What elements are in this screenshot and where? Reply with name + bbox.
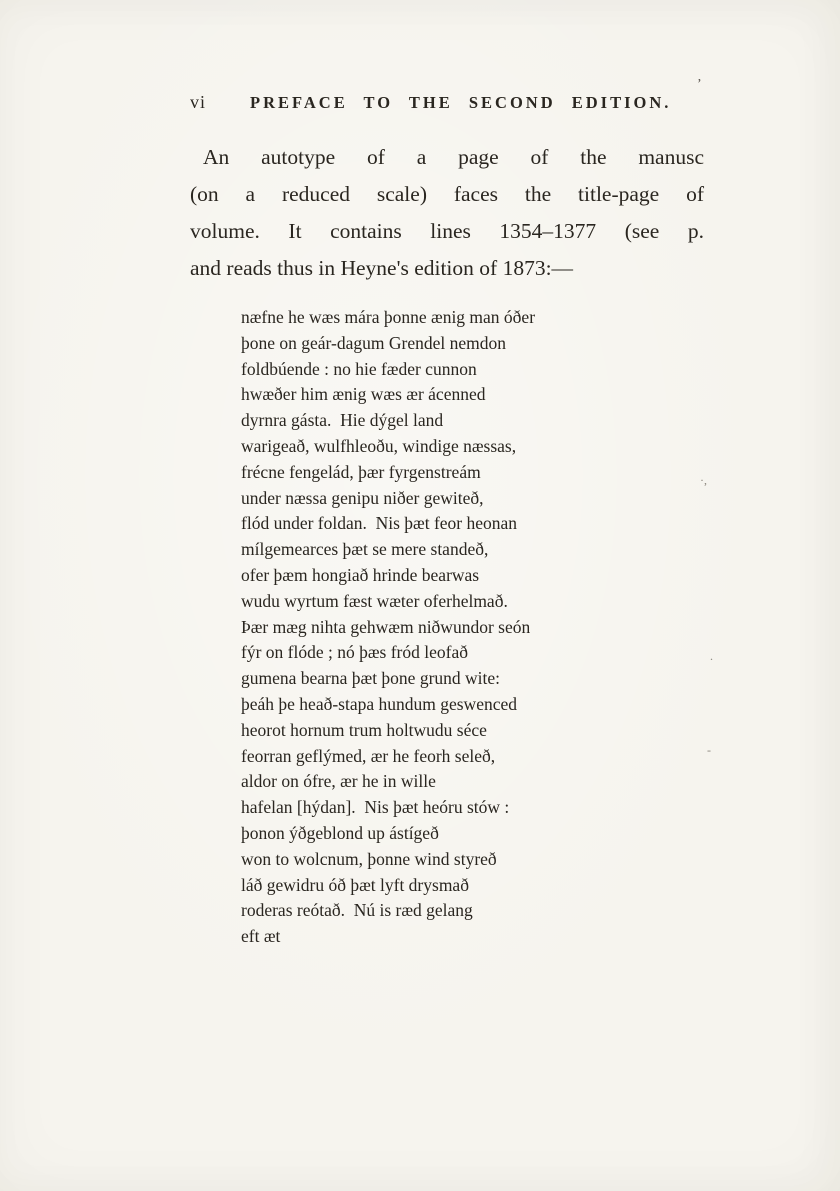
verse-line: hafelan [hýdan]. Nis þæt heóru stów : (241, 797, 510, 818)
scan-artifact: ’ (697, 77, 702, 92)
verse-line: warigeað, wulfhleoðu, windige næssas, (241, 435, 517, 456)
verse-line: flód under foldan. Nis þæt feor heonan (241, 513, 518, 534)
verse-line: hwæðer him ænig wæs ær ácenned (241, 384, 486, 405)
verse-line: wudu wyrtum fæst wæter oferhelmað. (241, 590, 508, 611)
verse-line: aldor on ófre, ær he in wille (241, 771, 436, 792)
scan-artifact: . (710, 649, 713, 663)
verse-block (241, 305, 535, 950)
scan-artifact: - (707, 743, 711, 757)
verse-line: frécne fengelád, þær fyrgenstreám (241, 461, 481, 482)
verse-line: láð gewidru óð þæt lyft drysmað (241, 874, 469, 895)
verse-line: þonon ýðgeblond up ástígeð (241, 822, 439, 843)
paragraph-line: and reads thus in Heyne's edition of 1873:— (190, 256, 574, 280)
page-number: vi (190, 92, 207, 112)
verse-line: won to wolcnum, þonne wind styreð (241, 848, 497, 869)
paragraph-line: volume. It contains lines 1354–1377 (see p. (190, 219, 704, 243)
verse-line: roderas reótað. Nú is ræd gelang (241, 900, 473, 921)
scan-artifact: ·, (700, 473, 707, 487)
verse-line: fýr on flóde ; nó þæs fród leofað (241, 642, 468, 663)
verse-line: eft æt (241, 926, 281, 947)
verse-line: dyrnra gásta. Hie dýgel land (241, 410, 444, 431)
verse-line: ofer þæm hongiað hrinde bearwas (241, 564, 480, 585)
page-title: PREFACE TO THE SECOND EDITION. (250, 93, 672, 112)
verse-line: mílgemearces þæt se mere standeð, (241, 539, 489, 560)
verse-line: under næssa genipu niðer gewiteð, (241, 487, 484, 508)
verse-line: þone on geár-dagum Grendel nemdon (241, 332, 506, 353)
verse-line: gumena bearna þæt þone grund wite: (241, 668, 501, 689)
verse-line: næfne he wæs mára þonne ænig man óðer (241, 307, 536, 327)
verse-line: Þær mæg nihta gehwæm niðwundor seón (241, 616, 531, 637)
verse-line: heorot hornum trum holtwudu séce (241, 719, 487, 740)
verse-line: feorran geflýmed, ær he feorh seleð, (241, 745, 496, 766)
paragraph-line: (on a reduced scale) faces the title-page of (190, 182, 704, 206)
intro-paragraph (190, 139, 704, 287)
page-header (190, 92, 706, 113)
verse-line: foldbúende : no hie fæder cunnon (241, 358, 477, 379)
verse-line: þeáh þe heað-stapa hundum geswenced (241, 693, 518, 714)
paragraph-line: An autotype of a page of the manusc (203, 145, 704, 169)
